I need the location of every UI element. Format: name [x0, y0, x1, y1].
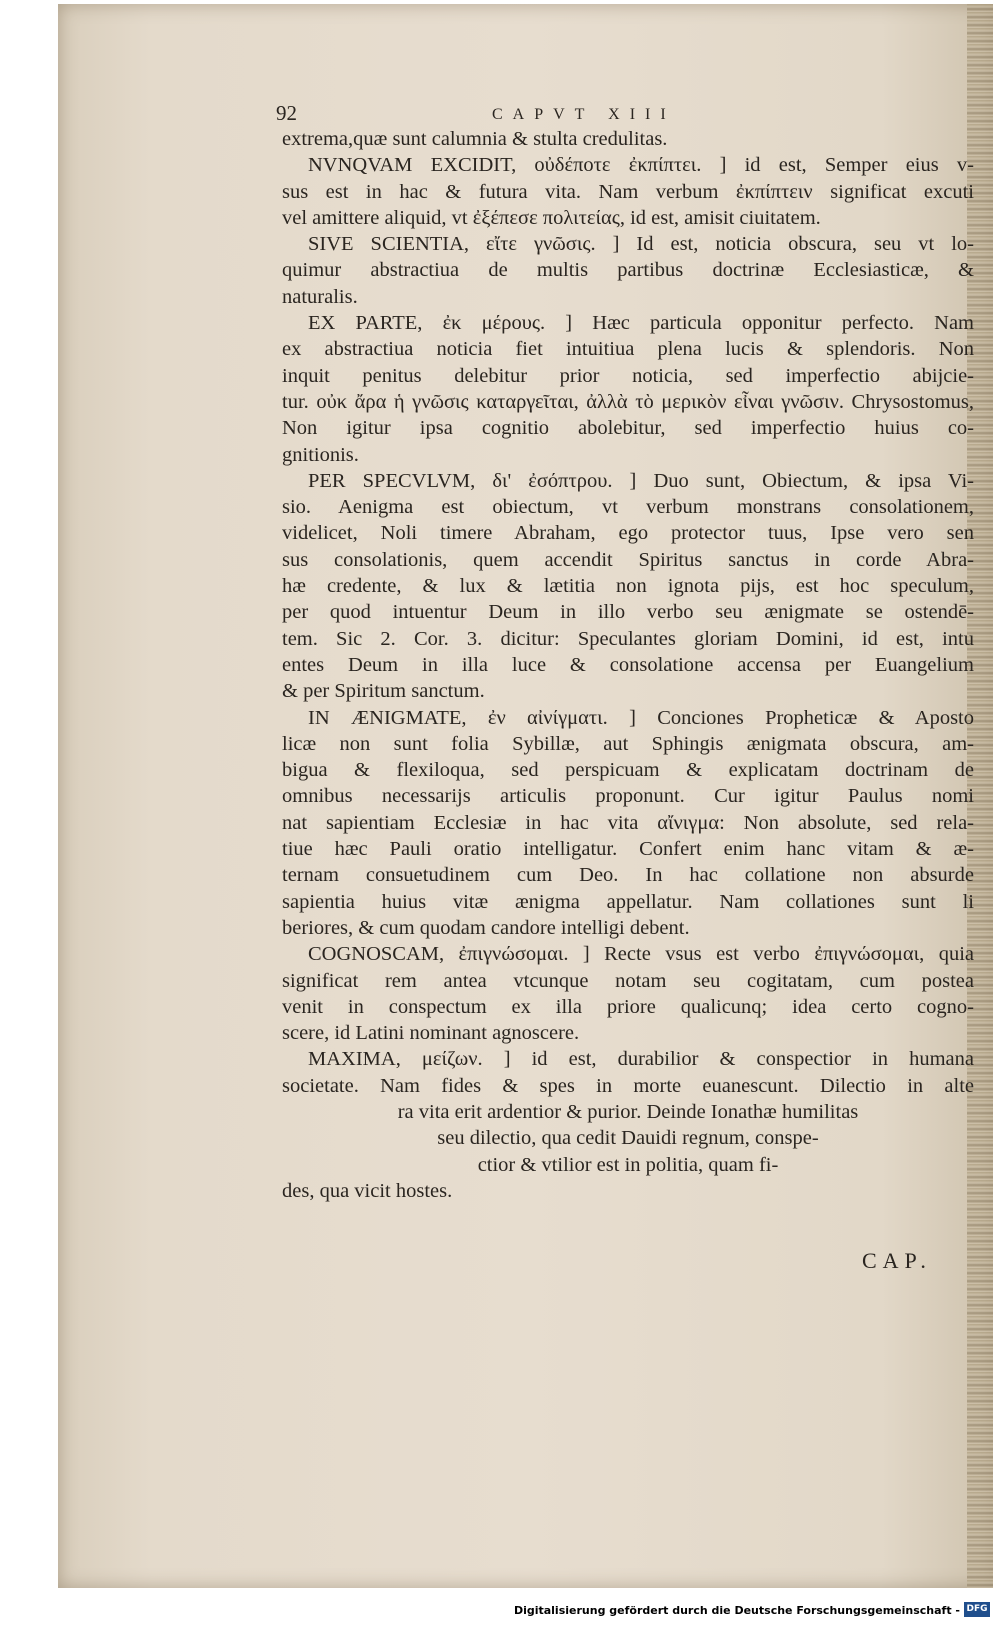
- dfg-logo: DFG: [964, 1602, 990, 1617]
- footer-bar: [0, 1596, 1000, 1625]
- text-line: des, qua vicit hostes.: [282, 1179, 453, 1202]
- text-line: omnibus necessarijs articulis proponunt. Cur igitur Paulus nomi: [282, 785, 974, 808]
- funding-notice: Digitalisierung gefördert durch die Deutsche Forschungsgemeinschaft -: [513, 1604, 960, 1617]
- text-line: vel amittere aliquid, vt ἐξέπεσε πολιτείας, id est, amisit ciuitatem.: [282, 206, 821, 229]
- text-line: PER SPECVLVM, δι' ἐσόπτρου. ] Duo sunt, Obiectum, & ipsa Vi-: [308, 469, 974, 492]
- text-line: & per Spiritum sanctum.: [282, 680, 485, 703]
- text-line: hæ credente, & lux & lætitia non ignota pijs, est hoc speculum,: [282, 575, 974, 598]
- text-line: societate. Nam fides & spes in morte euanescunt. Dilectio in alte: [282, 1074, 974, 1097]
- text-line: naturalis.: [282, 285, 358, 308]
- text-line: ra vita erit ardentior & purior. Deinde Ionathæ humilitas: [397, 1100, 859, 1123]
- text-line: quimur abstractiua de multis partibus doctrinæ Ecclesiasticæ, &: [282, 259, 974, 282]
- text-line: tiue hæc Pauli oratio intelligatur. Confert enim hanc vitam & æ-: [282, 838, 974, 861]
- text-line: videlicet, Noli timere Abraham, ego protector tuus, Ipse vero sen: [282, 522, 974, 545]
- page-header: [276, 100, 974, 126]
- page-text: [276, 100, 974, 1204]
- text-line: gnitionis.: [282, 443, 359, 466]
- text-line: significat rem antea vtcunque notam seu cogitatam, cum postea: [282, 969, 974, 992]
- text-line: sio. Aenigma est obiectum, vt verbum monstrans consolationem,: [282, 496, 974, 519]
- text-line: SIVE SCIENTIA, εἴτε γνῶσις. ] Id est, noticia obscura, seu vt lo-: [308, 233, 974, 256]
- text-lines: [282, 126, 974, 1204]
- text-line: NVNQVAM EXCIDIT, οὐδέποτε ἐκπίπτει. ] id est, Semper eius v-: [308, 154, 974, 177]
- text-line: tur. οὐκ ἄρα ἡ γνῶσις καταργεῖται, ἀλλὰ τὸ μερικὸν εἶναι γνῶσιν. Chrysostomus,: [282, 390, 974, 413]
- running-title: CAPVT XIII: [492, 106, 676, 123]
- page-number: 92: [276, 101, 297, 125]
- text-line: ex abstractiua noticia fiet intuitiua plena lucis & splendoris. Non: [282, 338, 974, 361]
- text-line: sus est in hac & futura vita. Nam verbum ἐκπίπτειν significat excuti: [282, 180, 974, 203]
- text-line: COGNOSCAM, ἐπιγνώσομαι. ] Recte vsus est verbo ἐπιγνώσομαι, quia: [308, 943, 974, 966]
- text-line: Non igitur ipsa cognitio abolebitur, sed imperfectio huius co-: [282, 417, 974, 440]
- text-line: inquit penitus delebitur prior noticia, sed imperfectio abijcie-: [282, 364, 974, 387]
- text-line: seu dilectio, qua cedit Dauidi regnum, conspe-: [437, 1127, 819, 1150]
- text-line: MAXIMA, μείζων. ] id est, durabilior & conspectior in humana: [308, 1048, 974, 1071]
- text-line: sus consolationis, quem accendit Spiritus sanctus in corde Abra-: [282, 548, 974, 571]
- text-line: scere, id Latini nominant agnoscere.: [282, 1022, 580, 1045]
- text-line: nat sapientiam Ecclesiæ in hac vita αἴνιγμα: Non absolute, sed rela-: [282, 811, 974, 834]
- text-line: sapientia huius vitæ ænigma appellatur. Nam collationes sunt li: [282, 890, 974, 913]
- catchword: CAP.: [862, 1248, 932, 1273]
- text-line: tem. Sic 2. Cor. 3. dicitur: Speculantes gloriam Domini, id est, intu: [282, 627, 974, 650]
- text-line: ternam consuetudinem cum Deo. In hac collatione non absurde: [282, 864, 974, 887]
- text-line: per quod intuentur Deum in illo verbo seu ænigmate se ostendē-: [282, 601, 974, 624]
- text-line: entes Deum in illa luce & consolatione accensa per Euangelium: [282, 653, 974, 676]
- text-line: beriores, & cum quodam candore intelligi debent.: [282, 916, 690, 939]
- text-line: ctior & vtilior est in politia, quam fi-: [477, 1153, 779, 1176]
- text-line: extrema,quæ sunt calumnia & stulta credulitas.: [282, 128, 668, 150]
- text-line: bigua & flexiloqua, sed perspicuam & explicatam doctrinam de: [282, 759, 974, 782]
- text-line: licæ non sunt folia Sybillæ, aut Sphingis ænigmata obscura, am-: [282, 732, 974, 755]
- text-line: IN ÆNIGMATE, ἐν αἰνίγματι. ] Conciones Propheticæ & Aposto: [308, 706, 974, 729]
- text-line: venit in conspectum ex illa priore qualicunq; idea certo cogno-: [282, 995, 974, 1018]
- text-line: EX PARTE, ἐκ μέρους. ] Hæc particula opponitur perfecto. Nam: [308, 312, 974, 335]
